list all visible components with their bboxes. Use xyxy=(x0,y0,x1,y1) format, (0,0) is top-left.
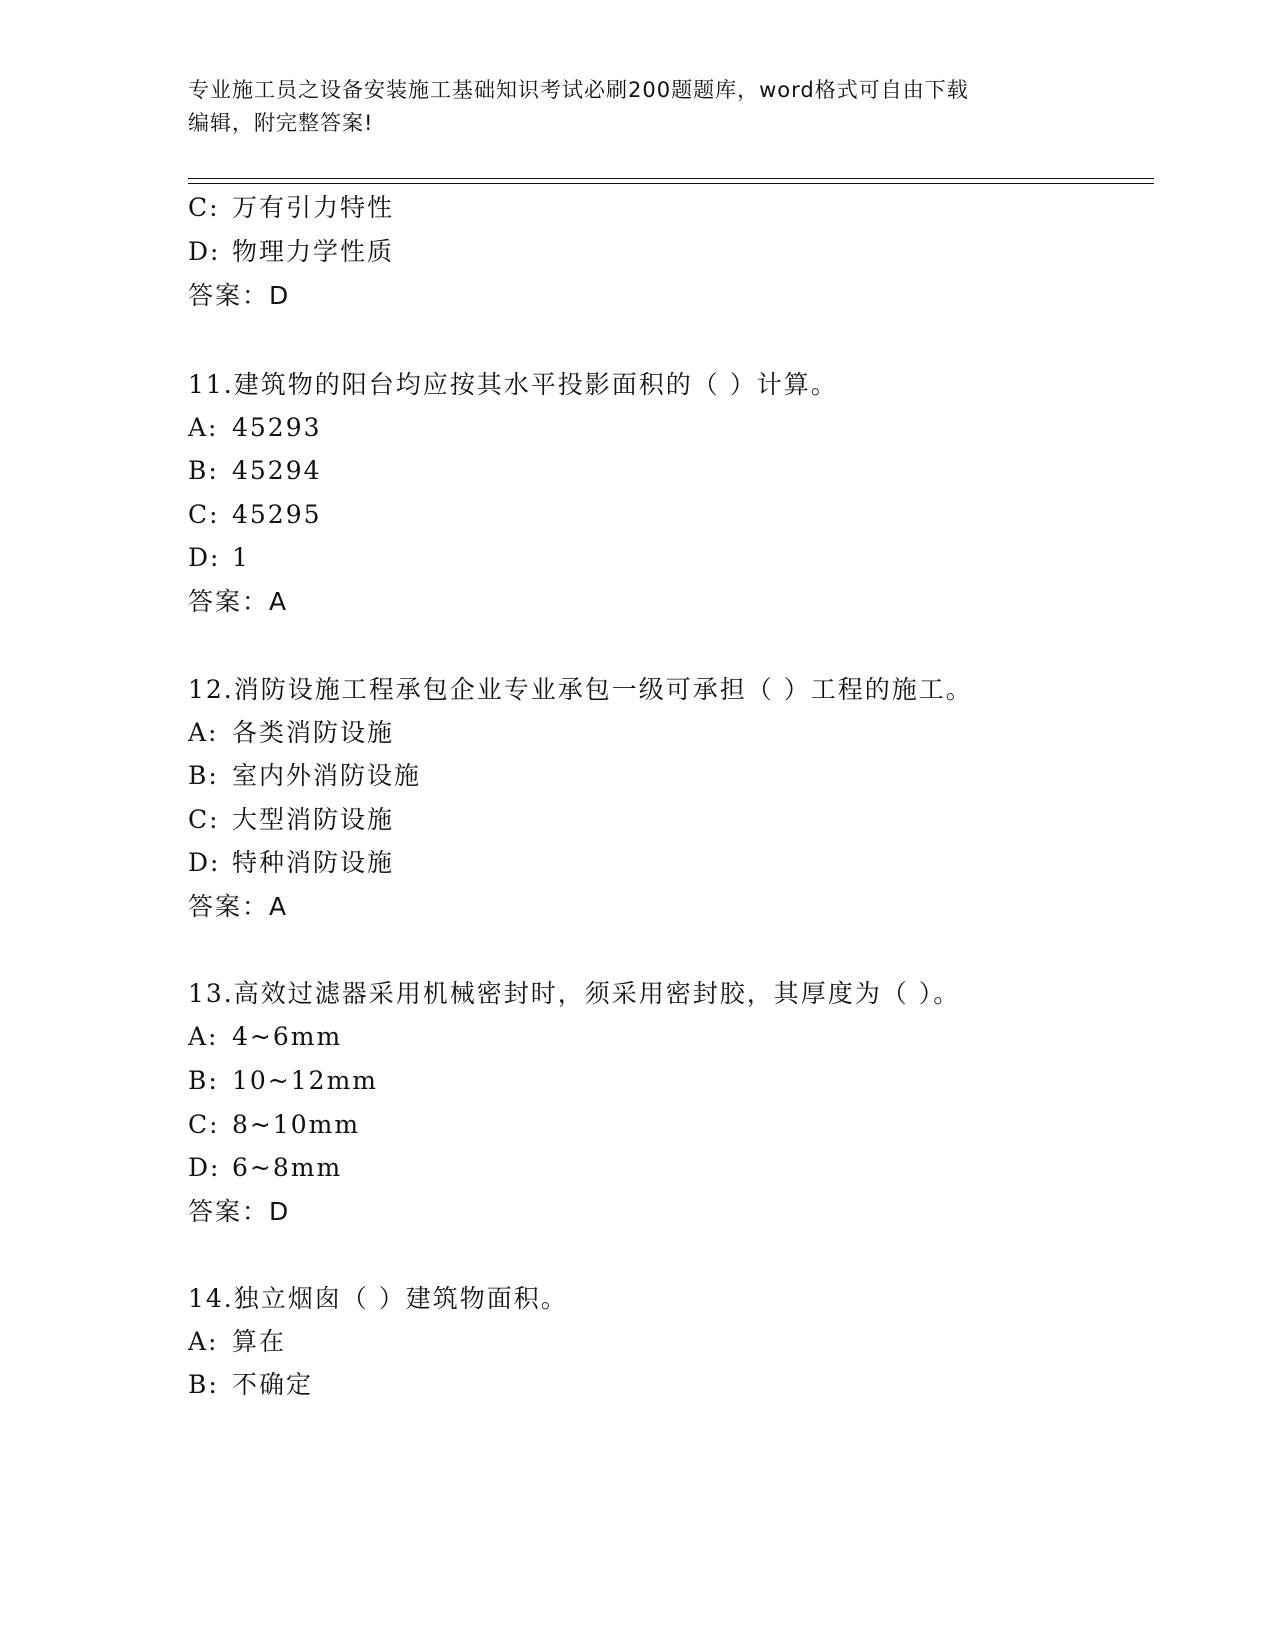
option-text: 各类消防设施 xyxy=(232,718,395,747)
option-key: B: xyxy=(188,456,219,485)
option-key: A: xyxy=(188,718,219,747)
option-line xyxy=(188,1110,360,1140)
option-key: D: xyxy=(188,237,221,266)
option-line xyxy=(188,413,322,443)
option-key: C: xyxy=(188,1110,220,1139)
option-line xyxy=(188,1066,378,1096)
document-header xyxy=(188,74,1088,140)
answer-line: 答案：A xyxy=(188,587,289,616)
option-key: C: xyxy=(188,805,220,834)
header-title-line1: 专业施工员之设备安装施工基础知识考试必刷200题题库，word格式可自由下载 xyxy=(188,78,969,102)
option-text: 不确定 xyxy=(232,1370,314,1399)
option-text: 算在 xyxy=(232,1327,287,1356)
option-text: 8~10mm xyxy=(232,1110,361,1139)
header-divider-bottom xyxy=(188,183,1154,184)
header-title-line2: 编辑，附完整答案! xyxy=(188,111,374,135)
option-line xyxy=(188,805,394,835)
option-key: B: xyxy=(188,761,219,790)
option-text: 特种消防设施 xyxy=(232,848,395,877)
option-line xyxy=(188,848,394,878)
option-key: D: xyxy=(188,543,221,572)
option-line xyxy=(188,456,322,486)
option-text: 1 xyxy=(232,543,250,572)
option-line xyxy=(188,718,394,748)
question-stem: 13.高效过滤器采用机械密封时，须采用密封胶，其厚度为（ ）。 xyxy=(188,979,961,1008)
answer-line: 答案：D xyxy=(188,1197,291,1226)
option-text: 10~12mm xyxy=(232,1066,378,1095)
option-line xyxy=(188,1153,342,1183)
option-text: 45293 xyxy=(232,413,322,442)
option-text: 万有引力特性 xyxy=(232,193,395,222)
option-key: C: xyxy=(188,193,220,222)
option-line xyxy=(188,1022,342,1052)
option-text: 物理力学性质 xyxy=(232,237,395,266)
option-key: B: xyxy=(188,1066,219,1095)
answer-line: 答案：A xyxy=(188,892,289,921)
option-key: A: xyxy=(188,1022,219,1051)
option-text: 45295 xyxy=(232,500,322,529)
option-text: 45294 xyxy=(232,456,322,485)
answer-line: 答案：D xyxy=(188,281,291,310)
question-stem: 12.消防设施工程承包企业专业承包一级可承担（ ）工程的施工。 xyxy=(188,675,973,704)
option-text: 室内外消防设施 xyxy=(232,761,422,790)
option-text: 大型消防设施 xyxy=(232,805,395,834)
option-line xyxy=(188,543,250,573)
option-key: D: xyxy=(188,1153,221,1182)
option-key: D: xyxy=(188,848,221,877)
option-key: C: xyxy=(188,500,220,529)
header-divider-top xyxy=(188,178,1154,179)
option-key: A: xyxy=(188,1327,219,1356)
option-line xyxy=(188,500,322,530)
option-line xyxy=(188,1327,286,1357)
option-line xyxy=(188,761,421,791)
option-text: 6~8mm xyxy=(232,1153,343,1182)
question-stem: 11.建筑物的阳台均应按其水平投影面积的（ ）计算。 xyxy=(188,370,838,399)
option-text: 4~6mm xyxy=(232,1022,343,1051)
option-line xyxy=(188,193,394,223)
option-key: A: xyxy=(188,413,219,442)
option-key: B: xyxy=(188,1370,219,1399)
question-stem: 14.独立烟囱（ ）建筑物面积。 xyxy=(188,1284,568,1313)
option-line xyxy=(188,1370,313,1400)
option-line xyxy=(188,237,394,267)
